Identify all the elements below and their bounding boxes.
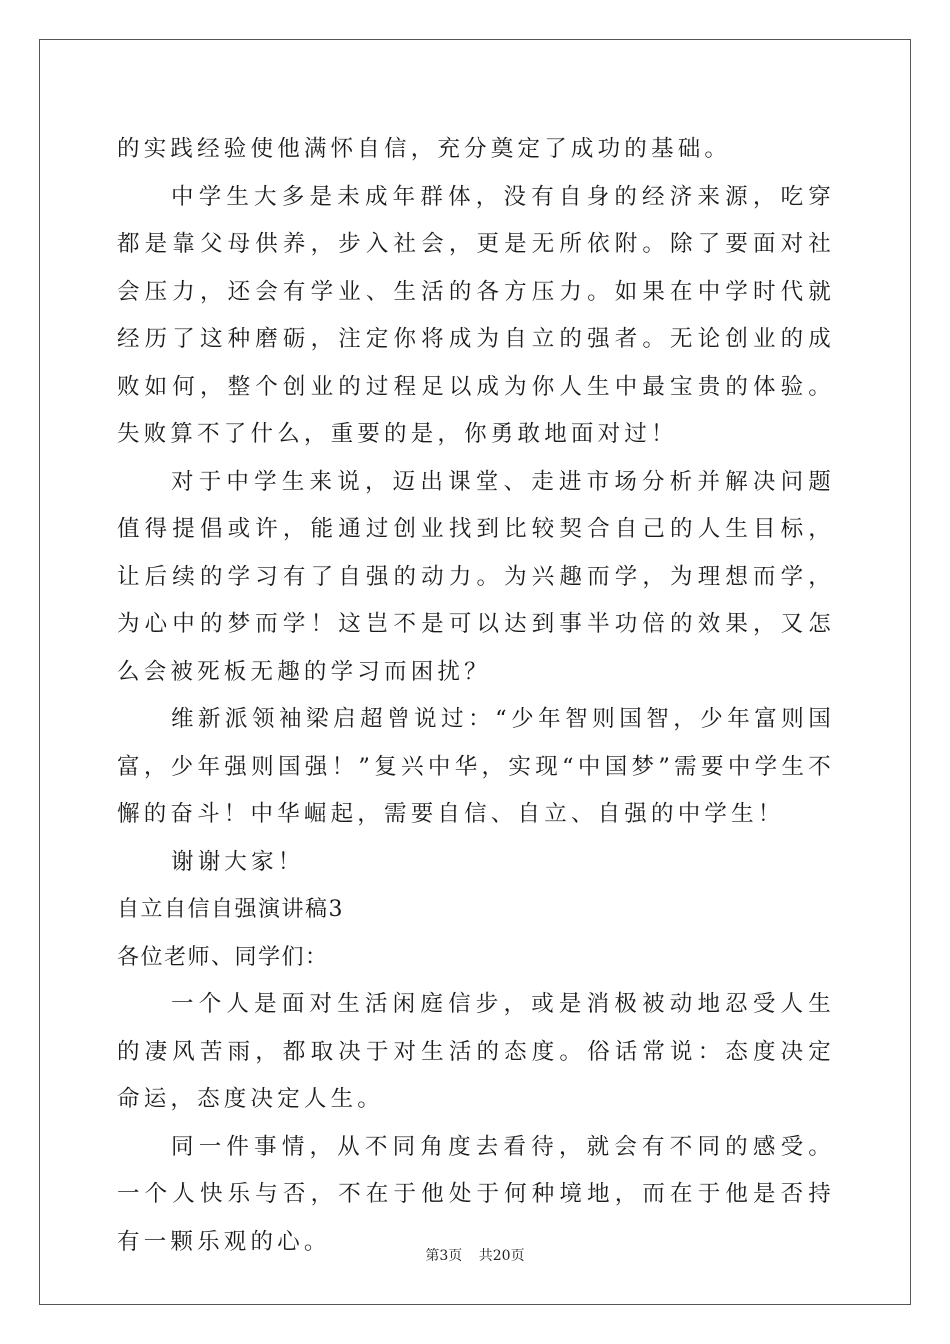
page-footer — [0, 1245, 950, 1265]
paragraph-4: 维新派领袖梁启超曾说过：“少年智则国智，少年富则国富，少年强则国强！”复兴中华，实现“中国梦”需要中学生不懈的奋斗！中华崛起，需要自信、自立、自强的中学生！ — [117, 706, 835, 827]
paragraph-3: 对于中学生来说，迈出课堂、走进市场分析并解决问题值得提倡或许，能通过创业找到比较契合自己的人生目标，让后续的学习有了自强的动力。为兴趣而学，为理想而学，为心中的梦而学！这岂不是可以达到事半功倍的效果，又怎么会被死板无趣的学习而困扰？ — [117, 468, 835, 685]
total-pages: 共20页 — [478, 1248, 525, 1264]
section-title: 自立自信自强演讲稿3 — [117, 897, 344, 922]
paragraph-6: 一个人是面对生活闲庭信步，或是消极被动地忍受人生的凄风苦雨，都取决于对生活的态度。俗话常说：态度决定命运，态度决定人生。 — [117, 991, 835, 1112]
paragraph-2: 中学生大多是未成年群体，没有自身的经济来源，吃穿都是靠父母供养，步入社会，更是无所依附。除了要面对社会压力，还会有学业、生活的各方压力。如果在中学时代就经历了这种磨砺，注定你将成为自立的强者。无论创业的成败如何，整个创业的过程足以成为你人生中最宝贵的体验。失败算不了什么，重要的是，你勇敢地面对过！ — [117, 183, 835, 447]
page-number: 第3页 — [425, 1248, 463, 1264]
paragraph-5: 谢谢大家！ — [171, 848, 305, 875]
paragraph-1: 的实践经验使他满怀自信，充分奠定了成功的基础。 — [117, 136, 732, 162]
paragraph-7: 同一件事情，从不同角度去看待，就会有不同的感受。一个人快乐与否，不在于他处于何种境地，而在于他是否持有一颗乐观的心。 — [117, 1133, 835, 1255]
salutation: 各位老师、同学们： — [117, 944, 329, 970]
document-body — [117, 126, 835, 1266]
